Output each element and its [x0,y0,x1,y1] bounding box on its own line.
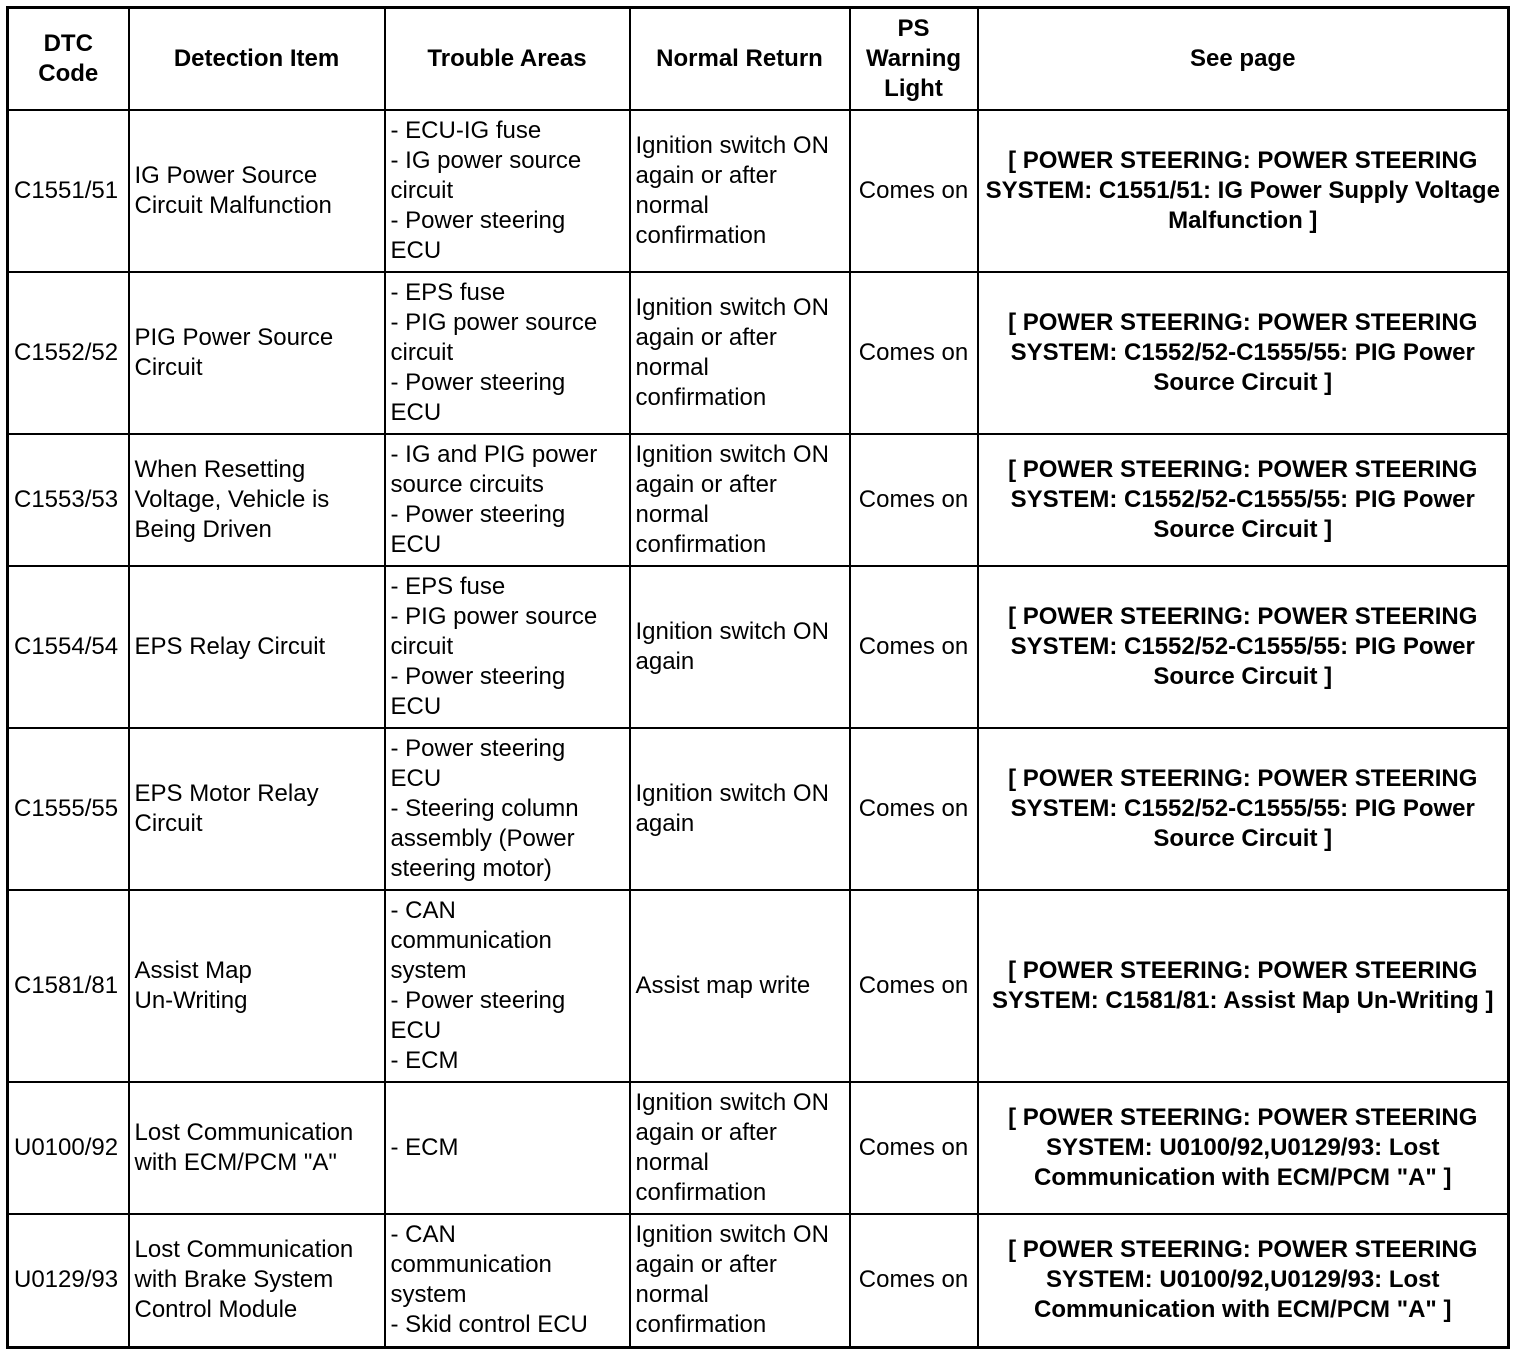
trouble-area-line: - Power steering [390,734,566,762]
normal-return-line: Ignition switch ON [635,131,829,159]
see-page-cell [978,566,1509,728]
detection-item-line: EPS Motor Relay [134,779,319,807]
see-page-link[interactable]: [ POWER STEERING: POWER STEERING SYSTEM: U0100/92,U0129/93: Lost Communication with ECM/PCM "A" ] [1008,1236,1478,1324]
detection-item-line: When Resetting [134,455,306,483]
trouble-area-line: ECU [390,764,442,792]
normal-return-cell [630,566,850,728]
ps-warning-light-cell [850,272,978,434]
normal-return-cell [630,1082,850,1214]
detection-item-line: EPS Relay Circuit [134,632,326,660]
detection-item-line: with Brake System [134,1266,334,1294]
trouble-area-cell [385,434,630,566]
table-row [8,890,1509,1082]
dtc-code-cell [8,566,129,728]
dtc-code: C1552/52 [14,338,119,366]
normal-return-cell [630,728,850,890]
ps-warning-light-cell [850,1082,978,1214]
normal-return-line: again or after [635,470,777,498]
normal-return-line: confirmation [635,530,767,558]
table-row [8,110,1509,272]
trouble-area-line: - EPS fuse [390,572,506,600]
table-body [8,110,1509,1348]
trouble-area-line: circuit [390,632,454,660]
normal-return-line: normal [635,353,709,381]
trouble-area-cell [385,272,630,434]
normal-return-line: Assist map write [635,971,811,999]
trouble-area-line: circuit [390,176,454,204]
normal-return-line: confirmation [635,1178,767,1206]
detection-item-cell [129,728,385,890]
trouble-area-line: - CAN [390,1221,456,1249]
normal-return-cell [630,434,850,566]
detection-item-line: Un-Writing [134,986,248,1014]
ps-warning-light-status: Comes on [858,485,969,513]
detection-item-cell [129,890,385,1082]
trouble-area-line: - ECM [390,1133,459,1161]
detection-item-line: Voltage, Vehicle is [134,485,330,513]
trouble-area-line: - IG power source [390,146,582,174]
ps-warning-light-status: Comes on [858,1133,969,1161]
see-page-link[interactable]: [ POWER STEERING: POWER STEERING SYSTEM: C1552/52-C1555/55: PIG Power Source Circuit ] [1008,764,1478,852]
dtc-code: C1553/53 [14,485,119,513]
trouble-area-cell [385,566,630,728]
dtc-code: C1551/51 [14,176,119,204]
normal-return-line: Ignition switch ON [635,1221,829,1249]
trouble-area-line: - Power steering [390,368,566,396]
trouble-area-line: ECU [390,1016,442,1044]
trouble-area-line: - PIG power source [390,602,598,630]
normal-return-cell [630,272,850,434]
detection-item-line: Control Module [134,1296,298,1324]
trouble-area-line: circuit [390,338,454,366]
trouble-area-line: - Power steering [390,500,566,528]
see-page-link[interactable]: [ POWER STEERING: POWER STEERING SYSTEM: C1552/52-C1555/55: PIG Power Source Circuit ] [1008,308,1478,396]
normal-return-line: Ignition switch ON [635,779,829,807]
see-page-link[interactable]: [ POWER STEERING: POWER STEERING SYSTEM: C1552/52-C1555/55: PIG Power Source Circuit ] [1008,602,1478,690]
detection-item-line: Circuit [134,809,203,837]
trouble-area-line: - Steering column [390,794,579,822]
trouble-area-line: - Power steering [390,662,566,690]
dtc-code-cell [8,890,129,1082]
normal-return-line: Ignition switch ON [635,440,829,468]
trouble-area-cell [385,1214,630,1348]
ps-warning-light-cell [850,566,978,728]
detection-item-cell [129,566,385,728]
ps-warning-light-cell [850,728,978,890]
normal-return-cell [630,1214,850,1348]
trouble-area-line: - Skid control ECU [390,1311,588,1339]
trouble-area-line: - EPS fuse [390,278,506,306]
see-page-cell [978,110,1509,272]
trouble-area-line: - Power steering [390,986,566,1014]
detection-item-line: Assist Map [134,956,252,984]
normal-return-line: again [635,809,695,837]
header-normal-return: Normal Return [630,8,850,110]
see-page-link[interactable]: [ POWER STEERING: POWER STEERING SYSTEM: C1551/51: IG Power Supply Voltage Malfunction ] [985,146,1500,234]
ps-warning-light-status: Comes on [858,1266,969,1294]
detection-item-cell [129,434,385,566]
detection-item-cell [129,272,385,434]
see-page-cell [978,434,1509,566]
ps-warning-light-status: Comes on [858,176,969,204]
normal-return-line: normal [635,1281,709,1309]
ps-warning-light-status: Comes on [858,794,969,822]
trouble-area-line: system [390,956,467,984]
ps-warning-light-status: Comes on [858,338,969,366]
ps-warning-light-cell [850,890,978,1082]
detection-item-line: IG Power Source [134,161,318,189]
dtc-code-cell [8,110,129,272]
trouble-area-line: - ECM [390,1046,459,1074]
trouble-area-line: ECU [390,692,442,720]
dtc-code: U0129/93 [14,1266,119,1294]
see-page-cell [978,272,1509,434]
trouble-area-line: - IG and PIG power [390,440,598,468]
dtc-code-cell [8,434,129,566]
dtc-code: C1555/55 [14,794,119,822]
header-see-page: See page [978,8,1509,110]
ps-warning-light-status: Comes on [858,971,969,999]
trouble-area-line: - ECU-IG fuse [390,116,542,144]
normal-return-line: again [635,647,695,675]
dtc-code-cell [8,728,129,890]
trouble-area-line: - CAN [390,896,456,924]
dtc-code-cell [8,1214,129,1348]
normal-return-line: again or after [635,1118,777,1146]
normal-return-line: again or after [635,1251,777,1279]
normal-return-line: confirmation [635,1311,767,1339]
dtc-code: U0100/92 [14,1133,119,1161]
dtc-code-cell [8,1082,129,1214]
detection-item-cell [129,110,385,272]
see-page-cell [978,1214,1509,1348]
ps-warning-light-cell [850,110,978,272]
ps-warning-light-cell [850,1214,978,1348]
normal-return-line: Ignition switch ON [635,293,829,321]
trouble-area-line: ECU [390,398,442,426]
detection-item-cell [129,1082,385,1214]
normal-return-cell [630,110,850,272]
table-row [8,272,1509,434]
normal-return-line: confirmation [635,383,767,411]
trouble-area-line: communication [390,926,552,954]
normal-return-line: Ignition switch ON [635,1088,829,1116]
see-page-link[interactable]: [ POWER STEERING: POWER STEERING SYSTEM: C1552/52-C1555/55: PIG Power Source Circuit ] [1008,455,1478,543]
see-page-cell [978,890,1509,1082]
header-detection-item: Detection Item [129,8,385,110]
trouble-area-line: system [390,1281,467,1309]
dtc-code-cell [8,272,129,434]
header-ps-warning-light: PS Warning Light [850,8,978,110]
table-row [8,434,1509,566]
trouble-area-line: assembly (Power [390,824,575,852]
normal-return-cell [630,890,850,1082]
detection-item-line: Being Driven [134,515,272,543]
trouble-area-line: steering motor) [390,854,552,882]
table-row [8,1214,1509,1348]
normal-return-line: again or after [635,161,777,189]
see-page-link[interactable]: [ POWER STEERING: POWER STEERING SYSTEM: C1581/81: Assist Map Un-Writing ] [992,956,1494,1014]
trouble-area-line: - Power steering [390,206,566,234]
trouble-area-line: source circuits [390,470,544,498]
trouble-area-line: - PIG power source [390,308,598,336]
detection-item-line: Lost Communication [134,1118,354,1146]
detection-item-line: Circuit [134,353,203,381]
trouble-area-cell [385,110,630,272]
see-page-cell [978,728,1509,890]
normal-return-line: confirmation [635,221,767,249]
normal-return-line: normal [635,500,709,528]
trouble-area-cell [385,1082,630,1214]
detection-item-line: Circuit Malfunction [134,191,332,219]
table-row [8,566,1509,728]
detection-item-line: Lost Communication [134,1236,354,1264]
normal-return-line: normal [635,1148,709,1176]
dtc-code: C1554/54 [14,632,119,660]
ps-warning-light-cell [850,434,978,566]
table-row [8,1082,1509,1214]
normal-return-line: Ignition switch ON [635,617,829,645]
normal-return-line: normal [635,191,709,219]
see-page-link[interactable]: [ POWER STEERING: POWER STEERING SYSTEM: U0100/92,U0129/93: Lost Communication with ECM/PCM "A" ] [1008,1103,1478,1191]
trouble-area-line: ECU [390,236,442,264]
detection-item-cell [129,1214,385,1348]
trouble-area-cell [385,728,630,890]
trouble-area-cell [385,890,630,1082]
trouble-area-line: communication [390,1251,552,1279]
detection-item-line: with ECM/PCM "A" [134,1148,337,1176]
normal-return-line: again or after [635,323,777,351]
header-dtc-code: DTC Code [8,8,129,110]
dtc-code: C1581/81 [14,971,119,999]
header-row [8,8,1509,110]
trouble-area-line: ECU [390,530,442,558]
see-page-cell [978,1082,1509,1214]
header-trouble-areas: Trouble Areas [385,8,630,110]
detection-item-line: PIG Power Source [134,323,334,351]
ps-warning-light-status: Comes on [858,632,969,660]
table-row [8,728,1509,890]
dtc-table [6,6,1510,1349]
